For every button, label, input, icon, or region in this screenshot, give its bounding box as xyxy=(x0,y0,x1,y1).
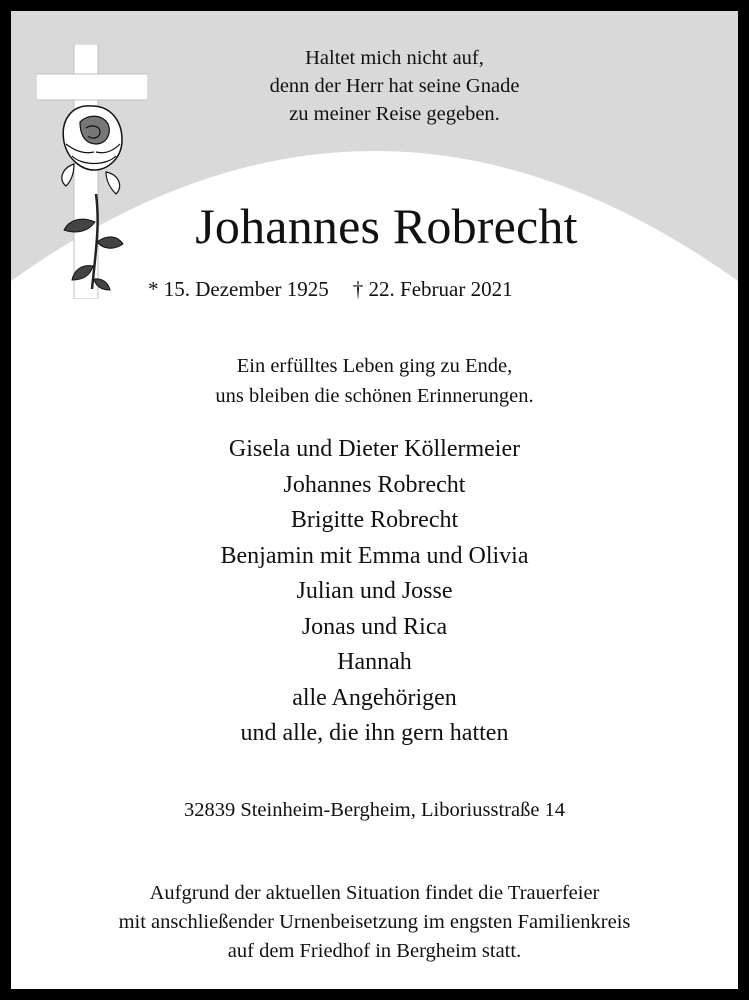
death-date: † 22. Februar 2021 xyxy=(352,277,513,301)
verse-line: Haltet mich nicht auf, xyxy=(305,47,484,69)
mourner-line: Jonas und Rica xyxy=(301,613,448,640)
funeral-info-line: Aufgrund der aktuellen Situation findet die Trauerfeier xyxy=(149,882,600,904)
mourner-line: Brigitte Robrecht xyxy=(290,507,459,533)
mourner-line: Johannes Robrecht xyxy=(283,471,466,498)
verse-line: zu meiner Reise gegeben. xyxy=(289,103,500,125)
bible-verse xyxy=(31,44,749,128)
verse-line: denn der Herr hat seine Gnade xyxy=(269,75,520,97)
mourner-line: Gisela und Dieter Köllermeier xyxy=(228,436,521,462)
mourner-line: Julian und Josse xyxy=(296,578,453,604)
deceased-name: Johannes Robrecht xyxy=(195,198,578,254)
tribute-text xyxy=(11,351,738,411)
life-dates xyxy=(148,275,513,303)
mourner-line: alle Angehörigen xyxy=(292,684,457,711)
funeral-info xyxy=(11,879,738,966)
mourners-list xyxy=(11,432,738,752)
tribute-line: uns bleiben die schönen Erinnerungen. xyxy=(215,385,534,407)
funeral-info-line: auf dem Friedhof in Bergheim statt. xyxy=(227,940,522,962)
mourner-line: Benjamin mit Emma und Olivia xyxy=(220,542,529,569)
family-address: 32839 Steinheim-Bergheim, Liboriusstraße 14 xyxy=(183,799,566,821)
tribute-line: Ein erfülltes Leben ging zu Ende, xyxy=(236,355,513,377)
funeral-info-line: mit anschließender Urnenbeisetzung im engsten Familienkreis xyxy=(118,911,631,933)
birth-date: * 15. Dezember 1925 xyxy=(148,277,329,301)
mourner-line: und alle, die ihn gern hatten xyxy=(240,720,509,746)
mourner-line: Hannah xyxy=(337,649,412,675)
